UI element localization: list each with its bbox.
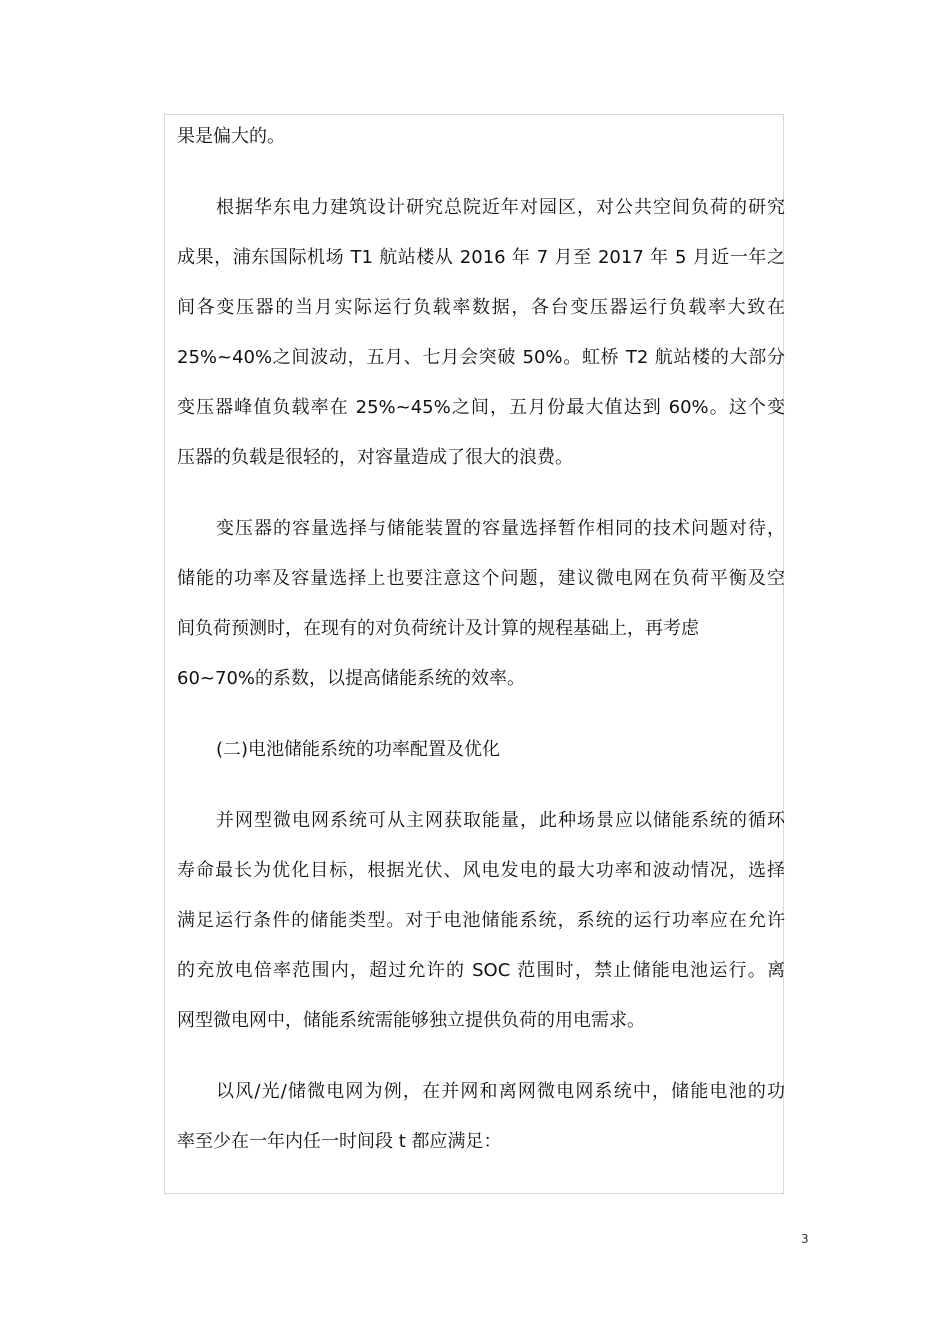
paragraph-line: 压器的负载是很轻的，对容量造成了很大的浪费。 [177, 447, 573, 468]
paragraph-line: 间各变压器的当月实际运行负载率数据，各台变压器运行负载率大致在 [177, 297, 785, 318]
paragraph-line: 以风/光/储微电网为例，在并网和离网微电网系统中，储能电池的功 [216, 1081, 785, 1102]
paragraph-line: 25%~40%之间波动，五月、七月会突破 50%。虹桥 T2 航站楼的大部分 [177, 347, 785, 368]
paragraph-line: 变压器的容量选择与储能装置的容量选择暂作相同的技术问题对待， [216, 518, 785, 539]
paragraph-line: 满足运行条件的储能类型。对于电池储能系统，系统的运行功率应在允许 [177, 910, 785, 931]
paragraph-line: 的充放电倍率范围内，超过允许的 SOC 范围时，禁止储能电池运行。离 [177, 960, 785, 981]
paragraph-line: 网型微电网中，储能系统需能够独立提供负荷的用电需求。 [177, 1010, 645, 1031]
paragraph-line: 果是偏大的。 [177, 126, 285, 147]
paragraph-line: 根据华东电力建筑设计研究总院近年对园区，对公共空间负荷的研究 [216, 197, 785, 218]
page-number: 3 [801, 1232, 809, 1246]
paragraph-line: 变压器峰值负载率在 25%~45%之间，五月份最大值达到 60%。这个变 [177, 397, 785, 418]
section-heading: (二)电池储能系统的功率配置及优化 [216, 739, 501, 760]
paragraph-line: 寿命最长为优化目标，根据光伏、风电发电的最大功率和波动情况，选择 [177, 860, 785, 881]
paragraph-line: 储能的功率及容量选择上也要注意这个问题，建议微电网在负荷平衡及空 [177, 568, 785, 589]
paragraph-line: 间负荷预测时，在现有的对负荷统计及计算的规程基础上，再考虑 [177, 618, 699, 639]
paragraph-line: 并网型微电网系统可从主网获取能量，此种场景应以储能系统的循环 [216, 810, 785, 831]
paragraph-line: 60~70%的系数，以提高储能系统的效率。 [177, 668, 525, 689]
paragraph-line: 率至少在一年内任一时间段 t 都应满足： [177, 1131, 502, 1152]
paragraph-line: 成果，浦东国际机场 T1 航站楼从 2016 年 7 月至 2017 年 5 月近一年之 [177, 247, 785, 268]
